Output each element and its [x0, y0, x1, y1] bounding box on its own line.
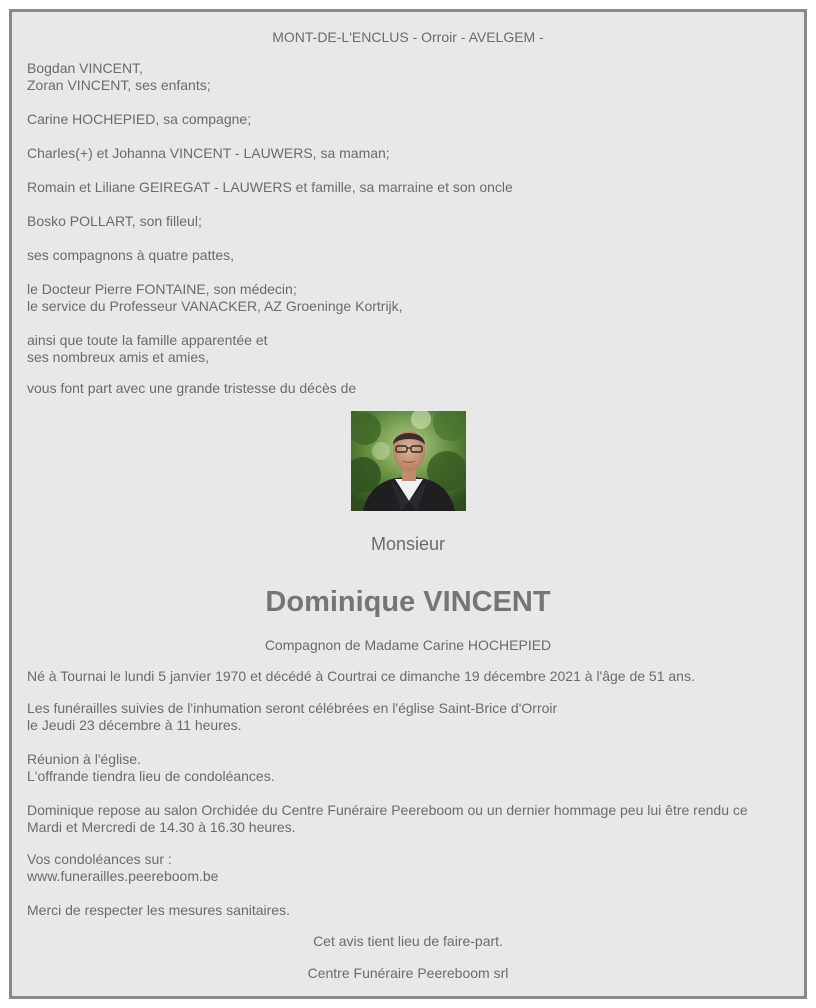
- header-place: MONT-DE-L'ENCLUS - Orroir - AVELGEM -: [272, 29, 544, 45]
- parents-line: Charles(+) et Johanna VINCENT - LAUWERS, sa maman;: [27, 145, 390, 161]
- children-line-2: Zoran VINCENT, ses enfants;: [27, 77, 211, 93]
- condolences-line-1: Vos condoléances sur :: [27, 851, 172, 867]
- companion-line: Compagnon de Madame Carine HOCHEPIED: [264, 637, 552, 653]
- obituary-frame: [9, 9, 807, 999]
- reunion-line-2: L'offrande tiendra lieu de condoléances.: [27, 768, 275, 784]
- footer-notice: Cet avis tient lieu de faire-part.: [313, 933, 503, 949]
- godparents-line: Romain et Liliane GEIREGAT - LAUWERS et famille, sa marraine et son oncle: [27, 179, 513, 195]
- deceased-name: Dominique VINCENT: [265, 586, 551, 618]
- announcement-line: vous font part avec une grande tristesse du décès de: [27, 380, 357, 396]
- children-line-1: Bogdan VINCENT,: [27, 60, 143, 76]
- sanitary-line: Merci de respecter les mesures sanitaires.: [27, 902, 290, 918]
- condolences-link[interactable]: www.funerailles.peereboom.be: [27, 868, 219, 884]
- doctor-line-2: le service du Professeur VANACKER, AZ Groeninge Kortrijk,: [27, 298, 403, 314]
- footer-company: Centre Funéraire Peereboom srl: [307, 965, 509, 981]
- partner-line: Carine HOCHEPIED, sa compagne;: [27, 111, 252, 127]
- funeral-line-2: le Jeudi 23 décembre à 11 heures.: [27, 717, 242, 733]
- reunion-line-1: Réunion à l'église.: [27, 751, 141, 767]
- relatives-line-1: ainsi que toute la famille apparentée et: [27, 332, 268, 348]
- salutation: Monsieur: [370, 534, 446, 554]
- repose-line-2: Mardi et Mercredi de 14.30 à 16.30 heures.: [27, 819, 296, 835]
- birth-death-line: Né à Tournai le lundi 5 janvier 1970 et décédé à Courtrai ce dimanche 19 décembre 2021 à l'âge de 51 ans.: [27, 668, 695, 684]
- relatives-line-2: ses nombreux amis et amies,: [27, 349, 210, 365]
- funeral-line-1: Les funérailles suivies de l'inhumation seront célébrées en l'église Saint-Brice d'Orroir: [27, 700, 558, 716]
- godson-line: Bosko POLLART, son filleul;: [27, 213, 202, 229]
- doctor-line-1: le Docteur Pierre FONTAINE, son médecin;: [27, 281, 297, 297]
- deceased-photo: [351, 411, 466, 511]
- obituary-content: [12, 12, 804, 996]
- repose-line-1: Dominique repose au salon Orchidée du Centre Funéraire Peereboom ou un dernier hommage peu lui être rendu ce: [27, 802, 748, 818]
- pets-line: ses compagnons à quatre pattes,: [27, 247, 235, 263]
